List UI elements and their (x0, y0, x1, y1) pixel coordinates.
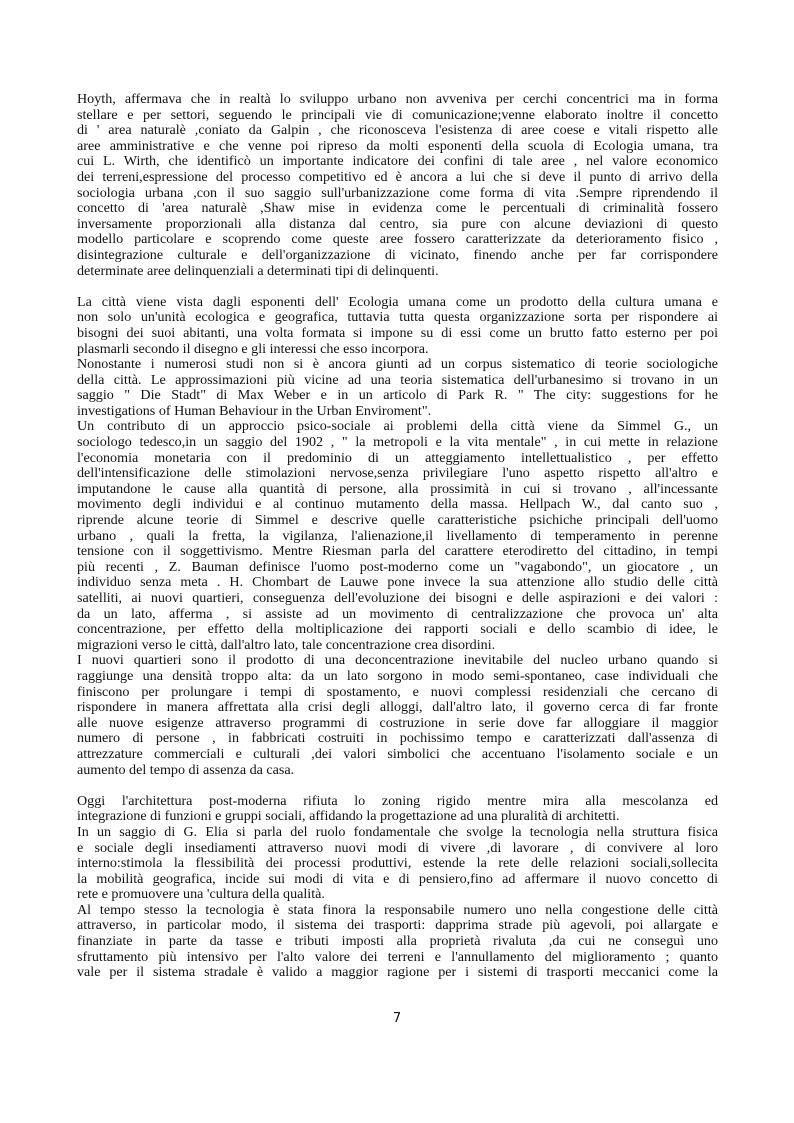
text-line: Nonostante i numerosi studi non si è ancora giunti ad un corpus sistematico di teorie sociologiche (77, 357, 718, 373)
page-number: 7 (392, 1011, 402, 1026)
text-line: da un lato, afferma , si assiste ad un movimento di centralizzazione che provoca un' alta (77, 606, 718, 622)
text-line: finiscono per prolungare i tempi di spostamento, e nuovi complessi residenziali che cercano di (77, 684, 718, 700)
text-line: aree amministrative e che venne poi ripreso da molti esponenti della scuola di Ecologia umana, tra (77, 138, 718, 154)
text-line: vale per il sistema stradale è valido a maggior ragione per i sistemi di trasporti meccanici come la (77, 965, 718, 981)
text-line: individuo senza meta . H. Chombart de Lauwe pone invece la sua attenzione allo studio delle città (77, 575, 718, 591)
text-line: aumento del tempo di assenza da casa. (77, 762, 295, 778)
text-line: Un contributo di un approccio psico-sociale ai problemi della città viene da Simmel G., un (77, 419, 718, 435)
text-line: sociologo tedesco,in un saggio del 1902 , " la metropoli e la vita mentale" , in cui mette in relazione (77, 435, 718, 451)
paragraph-gap (77, 279, 718, 295)
text-line: urbano , quali la fretta, la vigilanza, l'alienazione,il livellamento di temperamento in perenne (77, 528, 718, 544)
text-line: cui L. Wirth, che identificò un importante indicatore dei confini di tale aree , nel valore economico (77, 154, 718, 170)
text-line: imputandone le cause alla quantità di persone, alla prossimità in cui si trovano , all'incessante (77, 481, 718, 497)
text-line: plasmarli secondo il disegno e gli interessi che esso incorpora. (77, 341, 429, 357)
text-line: numero di persone , in fabbricati costruiti in pochissimo tempo e caratterizzati dall'assenza di (77, 731, 718, 747)
text-line: rete e promuovere una 'cultura della qualità. (77, 887, 325, 903)
text-line: riprende alcune teorie di Simmel e descrive quelle caratteristiche psichiche principali dell'uomo (77, 513, 718, 529)
text-line: tensione con il soggettivismo. Mentre Riesman parla del carattere eterodiretto del cittadino, in tempi (77, 544, 718, 560)
text-line: e sociale degli insediamenti attraverso nuovi modi di vivere ,di lavorare , di convivere al loro (77, 840, 718, 856)
text-line: finanziate in parte da tasse e tributi imposti alla proprietà rivaluta ,da cui ne conseguì uno (77, 934, 718, 950)
text-line: sociologia urbana ,con il suo saggio sull'urbanizzazione come forma di vita .Sempre riprendendo il (77, 185, 718, 201)
text-line: dell'intensificazione delle stimolazioni nervose,senza privilegiare l'uno aspetto rispetto all'altro e (77, 466, 718, 482)
text-line: sfruttamento più intensivo per l'alto valore dei terreni e l'annullamento del miglioramento ; quanto (77, 949, 718, 965)
text-line: più recenti , Z. Bauman definisce l'uomo post-moderno come un "vagabondo", un giocatore , un (77, 559, 718, 575)
text-line: inversamente proporzionali alla distanza dal centro, sia pure con alcune deviazioni di questo (77, 216, 718, 232)
text-line: saggio " Die Stadt" di Max Weber e in un articolo di Park R. " The city: suggestions for he (77, 388, 718, 404)
text-line: Oggi l'architettura post-moderna rifiuta lo zoning rigido mentre mira alla mescolanza ed (77, 793, 718, 809)
text-line: stellare e per settori, seguendo le principali vie di comunicazione;venne elaborato inoltre il concetto (77, 107, 718, 123)
text-line: movimento degli individui e al continuo mutamento della massa. Hellpach W., dal canto suo , (77, 497, 718, 513)
text-line: alle nuove esigenze attraverso programmi di costruzione in serie dove far alloggiare il maggior (77, 715, 718, 731)
text-line: la mobilità geografica, incide sui modi di vita e di pensiero,fino ad affermare il nuovo concetto di (77, 871, 718, 887)
text-line: l'economia monetaria con il predominio di un atteggiamento intellettualistico , per effetto (77, 450, 718, 466)
text-line: interno:stimola la flessibilità dei processi produttivi, estende la rete delle relazioni sociali,sollecita (77, 856, 718, 872)
text-line: I nuovi quartieri sono il prodotto di una deconcentrazione inevitabile del nucleo urbano quando si (77, 653, 718, 669)
text-line: modello particolare e scoprendo come queste aree fossero caratterizzate da deterioramento fisico , (77, 232, 718, 248)
text-line: Hoyth, affermava che in realtà lo sviluppo urbano non avveniva per cerchi concentrici ma in forma (77, 92, 718, 107)
paragraph-gap (77, 778, 718, 794)
text-line: attrezzature commerciali e culturali ,dei valori simbolici che accentuano l'isolamento sociale e un (77, 746, 718, 762)
text-line: della città. Le approssimazioni più vicine ad una teoria sistematica dell'urbanesimo si trovano in un (77, 372, 718, 388)
text-line: bisogni dei suoi abitanti, una volta formata si impone su di essi come un brutto fatto esterno per poi (77, 325, 718, 341)
text-line: migrazioni verso le città, dall'altro lato, tale concentrazione crea disordini. (77, 637, 496, 653)
text-line: attraverso, in particolar modo, il sistema dei trasporti: dapprima strade più agevoli, poi allargate e (77, 918, 718, 934)
text-line: concetto di 'area naturalè ,Shaw mise in evidenza come le percentuali di criminalità fossero (77, 201, 718, 217)
text-line: raggiunge una densità troppo alta: da un lato sorgono in modo semi-spontaneo, case individuali che (77, 668, 718, 684)
text-line: disintegrazione culturale e dell'organizzazione di vicinato, finendo anche per far corrispondere (77, 247, 718, 263)
text-line: non solo un'unità ecologica e geografica, tuttavia tutta questa organizzazione sorta per rispondere ai (77, 310, 718, 326)
text-line: rispondere in manera affrettata alla crisi degli alloggi, dall'altro lato, il governo cerca di far fronte (77, 700, 718, 716)
text-line: determinate aree delinquenziali a determinati tipi di delinquenti. (77, 263, 439, 279)
text-line: concentrazione, per effetto della moltiplicazione dei rapporti sociali e dello scambio di idee, le (77, 622, 718, 638)
text-line: integrazione di funzioni e gruppi sociali, affidando la progettazione ad una pluralità di architetti. (77, 809, 620, 825)
text-line: La città viene vista dagli esponenti dell' Ecologia umana come un prodotto della cultura umana e (77, 294, 718, 310)
text-line: di ' area naturalè ,coniato da Galpin , che riconosceva l'esistenza di aree coese e vitali rispetto alle (77, 123, 718, 139)
text-line: dei terreni,espressione del processo competitivo ed è ancora a lui che si deve il punto di arrivo della (77, 169, 718, 185)
text-line: In un saggio di G. Elia si parla del ruolo fondamentale che svolge la tecnologia nella struttura fisica (77, 824, 718, 840)
text-line: investigations of Human Behaviour in the Urban Enviroment". (77, 403, 432, 419)
text-line: satelliti, ai nuovi quartieri, conseguenza dell'evoluzione dei bisogni e delle aspirazioni e dei valori : (77, 591, 718, 606)
document-body (77, 92, 718, 981)
text-line: Al tempo stesso la tecnologia è stata finora la responsabile numero uno nella congestione delle città (77, 902, 718, 918)
